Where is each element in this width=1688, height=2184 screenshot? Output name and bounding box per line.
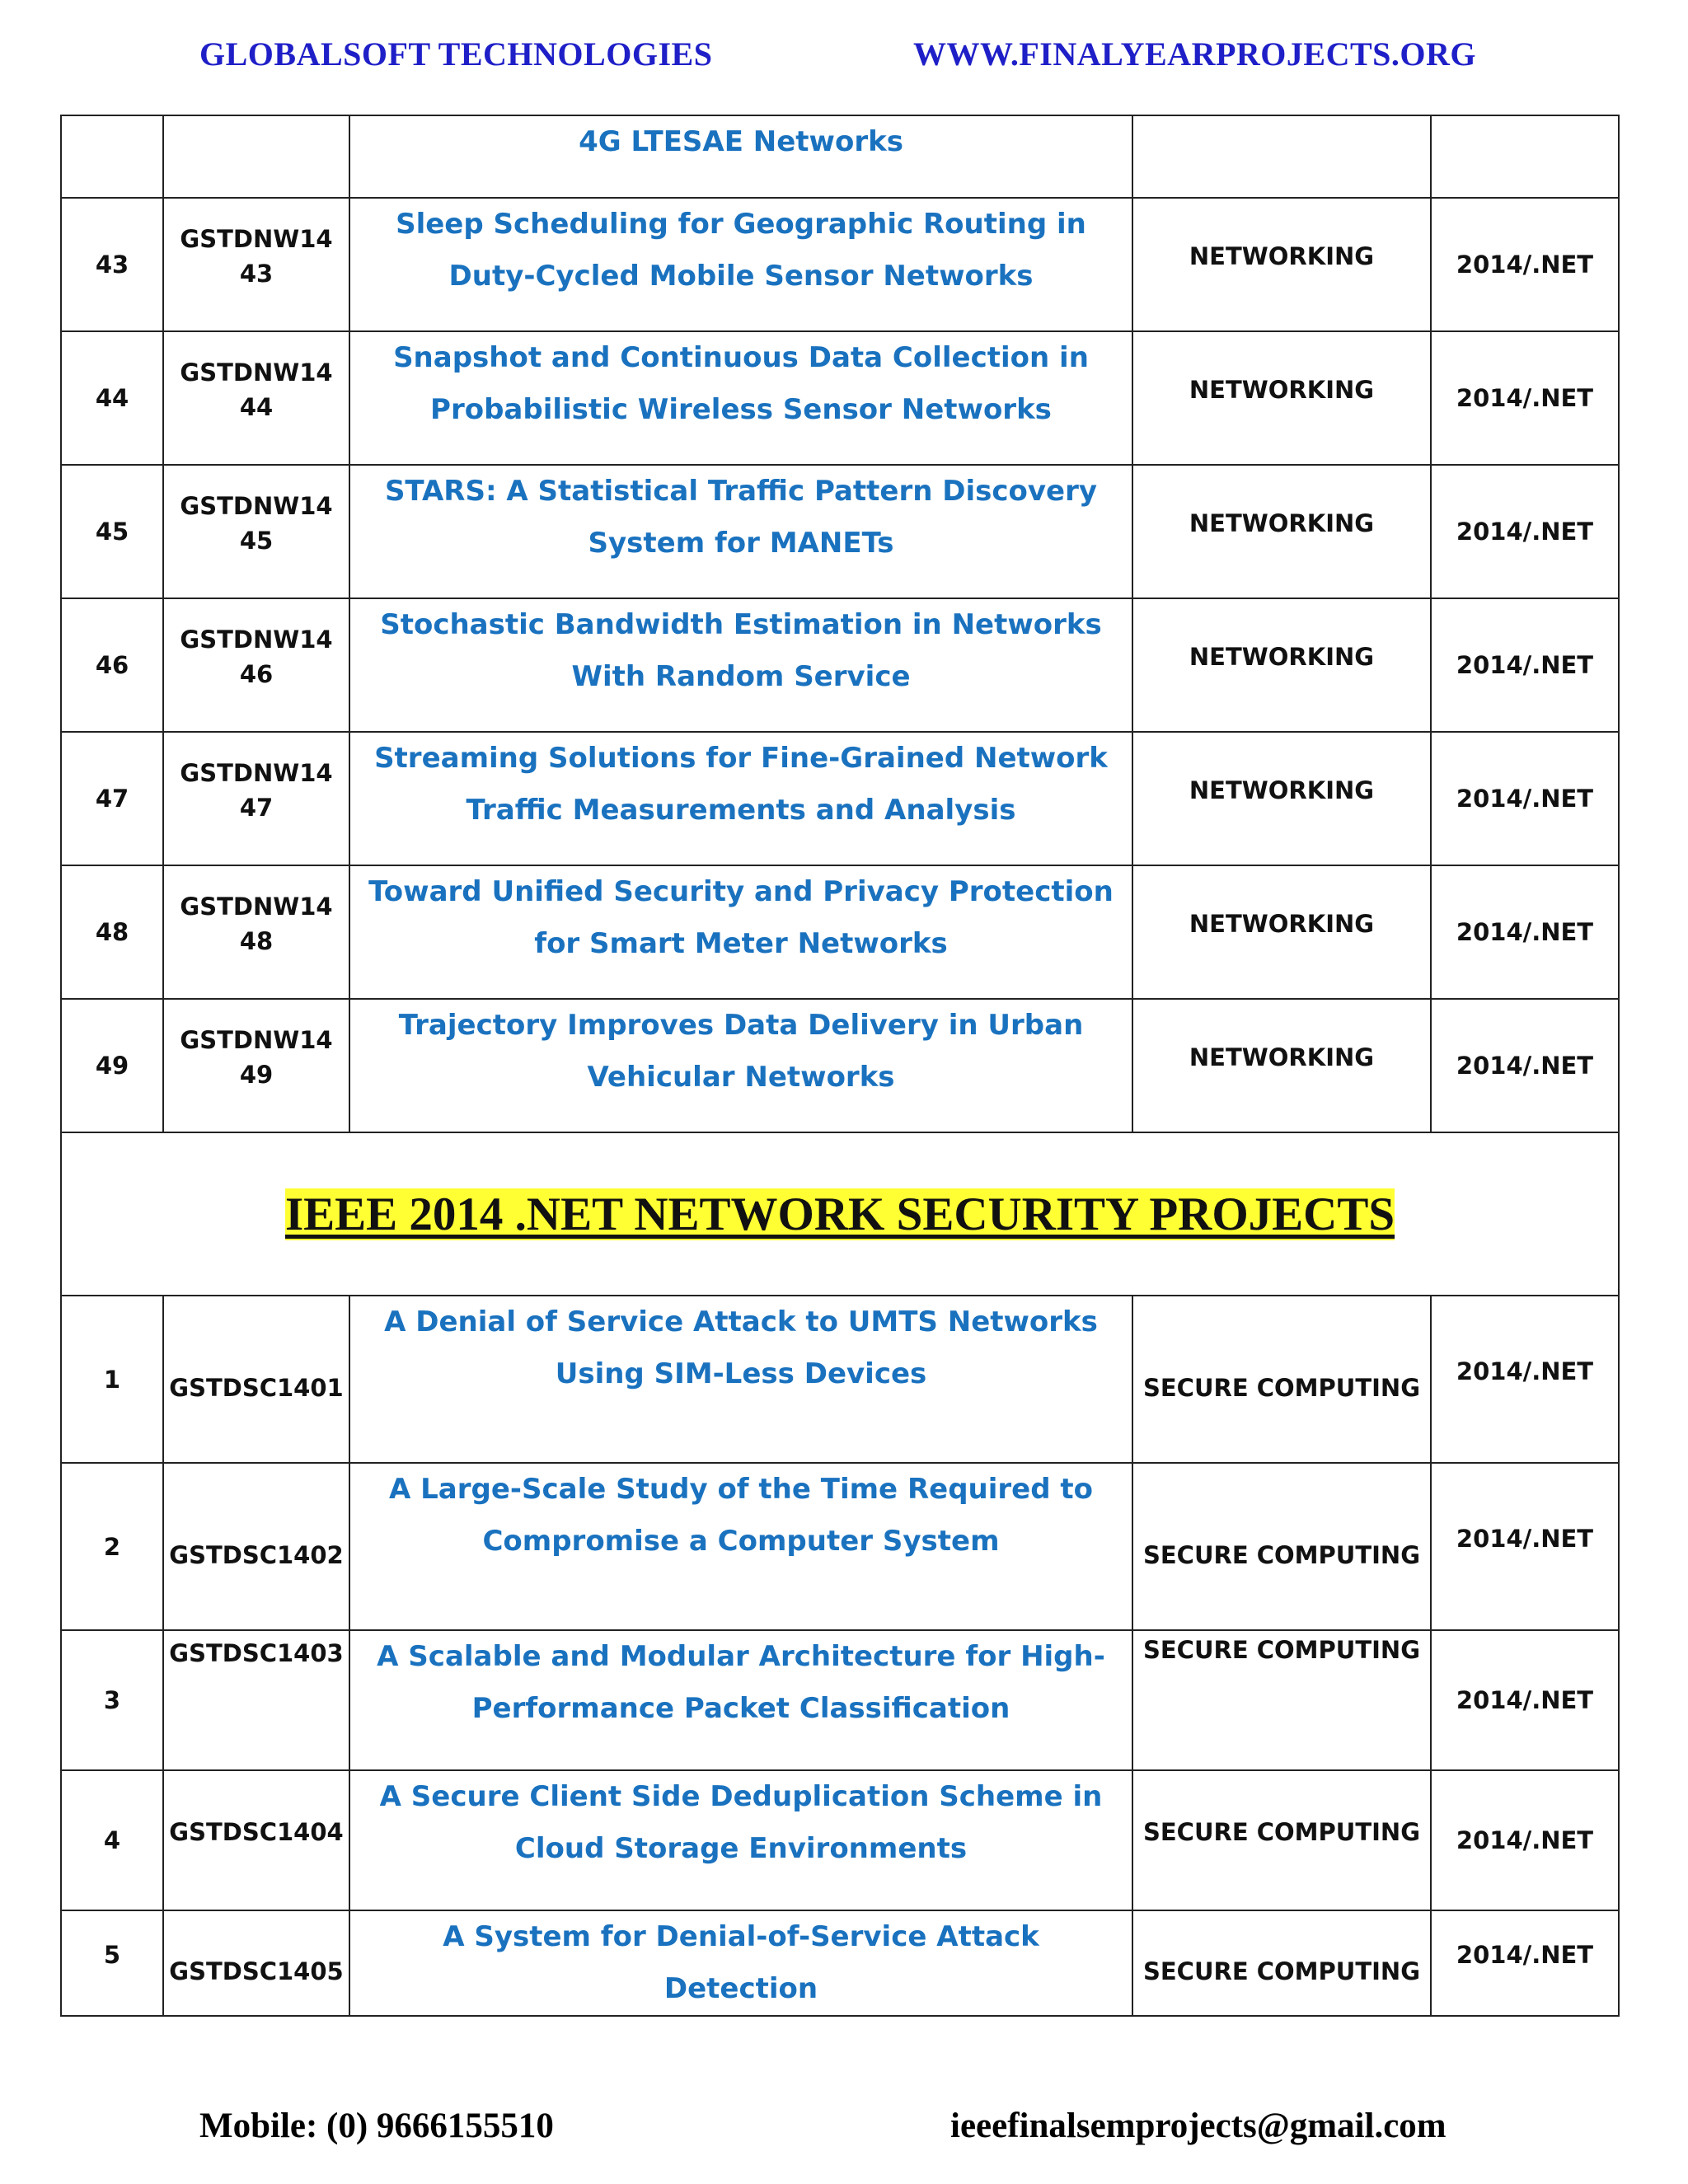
row-number: 47 (61, 732, 163, 865)
project-domain: NETWORKING (1132, 465, 1431, 598)
number-cell (61, 115, 163, 198)
table-row (61, 999, 1619, 1132)
project-code: GSTDSC1405 (163, 1910, 349, 2016)
row-number: 46 (61, 598, 163, 732)
website-url: WWW.FINALYEARPROJECTS.ORG (913, 35, 1476, 73)
table-row (61, 1910, 1619, 2016)
project-title: 4G LTESAE Networks (349, 115, 1132, 198)
row-number: 3 (61, 1630, 163, 1770)
table-row (61, 1770, 1619, 1910)
project-code: GSTDNW1449 (163, 999, 349, 1132)
project-domain: SECURE COMPUTING (1132, 1296, 1431, 1463)
project-code: GSTDSC1404 (163, 1770, 349, 1910)
section-heading: IEEE 2014 .NET NETWORK SECURITY PROJECTS (284, 1188, 1395, 1240)
project-code: GSTDNW1444 (163, 331, 349, 465)
project-domain: SECURE COMPUTING (1132, 1770, 1431, 1910)
project-year: 2014/.NET (1431, 1910, 1619, 2016)
project-year: 2014/.NET (1431, 1296, 1619, 1463)
table-row (61, 865, 1619, 999)
project-year: 2014/.NET (1431, 331, 1619, 465)
code-cell (163, 115, 349, 198)
project-year: 2014/.NET (1431, 999, 1619, 1132)
project-year: 2014/.NET (1431, 1630, 1619, 1770)
project-domain: NETWORKING (1132, 331, 1431, 465)
project-code: GSTDNW1447 (163, 732, 349, 865)
project-title: Streaming Solutions for Fine-Grained Network Traffic Measurements and Analysis (349, 732, 1132, 865)
project-title: A Large-Scale Study of the Time Required to Compromise a Computer System (349, 1463, 1132, 1630)
row-number: 4 (61, 1770, 163, 1910)
project-code: GSTDSC1401 (163, 1296, 349, 1463)
project-title: A Secure Client Side Deduplication Scheme in Cloud Storage Environments (349, 1770, 1132, 1910)
project-code: GSTDSC1403 (163, 1630, 349, 1770)
footer-email: ieeefinalsemprojects@gmail.com (950, 2107, 1447, 2145)
table-row (61, 1630, 1619, 1770)
project-code: GSTDNW1448 (163, 865, 349, 999)
footer-mobile: Mobile: (0) 9666155510 (199, 2107, 554, 2145)
project-year: 2014/.NET (1431, 465, 1619, 598)
row-number: 45 (61, 465, 163, 598)
row-number: 48 (61, 865, 163, 999)
project-title: Toward Unified Security and Privacy Protection for Smart Meter Networks (349, 865, 1132, 999)
projects-table (60, 115, 1620, 2017)
table-row (61, 1463, 1619, 1630)
row-number: 43 (61, 198, 163, 331)
section-row (61, 1132, 1619, 1296)
project-code: GSTDNW1445 (163, 465, 349, 598)
project-title: A System for Denial-of-Service Attack Detection (349, 1910, 1132, 2016)
project-domain: SECURE COMPUTING (1132, 1630, 1431, 1770)
project-code: GSTDNW1446 (163, 598, 349, 732)
project-year: 2014/.NET (1431, 865, 1619, 999)
project-title: STARS: A Statistical Traffic Pattern Discovery System for MANETs (349, 465, 1132, 598)
company-name: GLOBALSOFT TECHNOLOGIES (199, 35, 713, 73)
year-cell (1431, 115, 1619, 198)
project-domain: NETWORKING (1132, 732, 1431, 865)
project-title: Stochastic Bandwidth Estimation in Networks With Random Service (349, 598, 1132, 732)
project-title: Sleep Scheduling for Geographic Routing in Duty-Cycled Mobile Sensor Networks (349, 198, 1132, 331)
project-title: A Denial of Service Attack to UMTS Networks Using SIM-Less Devices (349, 1296, 1132, 1463)
table-row (61, 732, 1619, 865)
project-domain: NETWORKING (1132, 865, 1431, 999)
project-domain: NETWORKING (1132, 598, 1431, 732)
table-row (61, 1296, 1619, 1463)
project-domain: SECURE COMPUTING (1132, 1910, 1431, 2016)
project-title: Snapshot and Continuous Data Collection in Probabilistic Wireless Sensor Networks (349, 331, 1132, 465)
row-number: 2 (61, 1463, 163, 1630)
project-domain: NETWORKING (1132, 198, 1431, 331)
project-year: 2014/.NET (1431, 1463, 1619, 1630)
project-title: A Scalable and Modular Architecture for High-Performance Packet Classification (349, 1630, 1132, 1770)
table-row (61, 115, 1619, 198)
project-year: 2014/.NET (1431, 598, 1619, 732)
table-row (61, 598, 1619, 732)
project-code: GSTDNW1443 (163, 198, 349, 331)
project-year: 2014/.NET (1431, 198, 1619, 331)
row-number: 49 (61, 999, 163, 1132)
project-code: GSTDSC1402 (163, 1463, 349, 1630)
project-domain: SECURE COMPUTING (1132, 1463, 1431, 1630)
table-row (61, 465, 1619, 598)
row-number: 5 (61, 1910, 163, 2016)
project-year: 2014/.NET (1431, 1770, 1619, 1910)
row-number: 1 (61, 1296, 163, 1463)
project-domain: NETWORKING (1132, 999, 1431, 1132)
table-row (61, 331, 1619, 465)
project-title: Trajectory Improves Data Delivery in Urban Vehicular Networks (349, 999, 1132, 1132)
row-number: 44 (61, 331, 163, 465)
domain-cell (1132, 115, 1431, 198)
project-year: 2014/.NET (1431, 732, 1619, 865)
table-row (61, 198, 1619, 331)
